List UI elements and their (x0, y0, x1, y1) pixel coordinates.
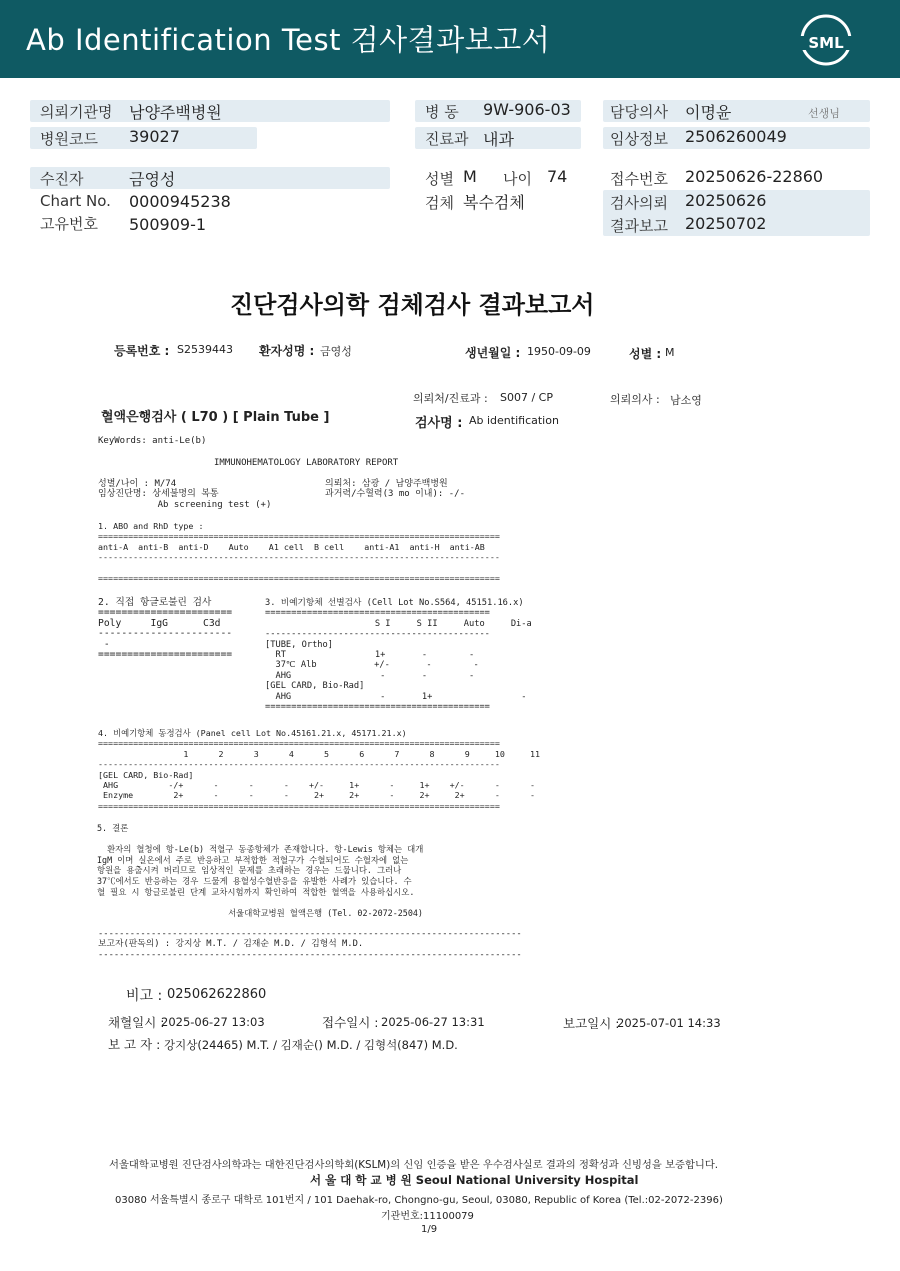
exam-name-label: 검사명 : (415, 416, 463, 431)
doctor-label: 담당의사 (610, 103, 668, 121)
logo-text: SML (808, 34, 844, 52)
header-title: Ab Identification Test 검사결과보고서 (26, 23, 551, 57)
receipt-label: 접수번호 (610, 170, 668, 188)
specimen-value: 복수검체 (463, 193, 525, 212)
name-value: 금영성 (320, 345, 352, 358)
reporter-value: 강지상(24465) M.T. / 김재순() M.D. / 김형석(847) M.D. (164, 1038, 458, 1052)
sml-logo-icon (800, 14, 852, 66)
clinical-value: 2506260049 (685, 127, 787, 146)
footer-institution-code: 기관번호:11100079 (381, 1211, 474, 1222)
sex-label: 성별 (425, 170, 454, 188)
doc-value-report: 남소영 (670, 394, 702, 407)
page-number: 1/9 (421, 1224, 438, 1235)
exam-name-value: Ab identification (469, 414, 559, 427)
clinical-label: 임상정보 (610, 130, 668, 148)
section-screening: 3. 비예기항체 선별검사 (Cell Lot No.S564, 45151.16.x) =========================================== S I S II Auto Di-a ------------------------------------------- [TUBE, Ortho] RT 1+ - - 37℃ Alb +/- - - AHG - - - [GEL CARD, Bio-Rad] AHG - 1+ - =========================================== (265, 598, 532, 713)
dob-value: 1950-09-09 (527, 345, 591, 358)
age-label: 나이 (503, 170, 532, 188)
uid-value: 500909-1 (129, 215, 207, 234)
section-panel: 4. 비예기항체 동정검사 (Panel cell Lot No.45161.21.x, 45171.21.x) ================================================================================ 1 2 3 4 5 6 7 8 9 10 11 -------------------------------------------------------------------------------- [GEL CARD, Bio-Rad] AHG -/+ - - - +/- 1+ - 1+ +/- - - Enzyme 2+ - - - 2+ 2+ - 2+ 2+ - - ================================================================================ (98, 728, 541, 811)
patient-block: 성별/나이 : M/74 임상진단명: 상세불명의 복통 Ab screening test (+) (98, 479, 272, 510)
hosp-code-label: 병원코드 (40, 130, 98, 148)
header-bar (0, 0, 900, 78)
req-date-value: 20250626 (685, 191, 767, 210)
patient-value: 금영성 (129, 170, 176, 189)
dept-value: 내과 (483, 130, 514, 149)
footer-certification: 서울대학교병원 진단검사의학과는 대한진단검사의학회(KSLM)의 신임 인증을 받은 우수검사실로 결과의 정확성과 신빙성을 보증합니다. (109, 1159, 719, 1171)
receive-label: 접수일시 : (322, 1015, 379, 1030)
chart-value: 0000945238 (129, 192, 231, 211)
name-label: 환자성명 : (259, 344, 315, 358)
dept-label: 진료과 (425, 130, 469, 148)
note-value: 025062622860 (167, 987, 267, 1002)
section-conclusion: 5. 결론 환자의 혈청에 항-Le(b) 적혈구 동종항체가 존재합니다. 항-Lewis 항체는 대개 IgM 이며 실온에서 주로 반응하고 부적합한 적혈구가 수혈되어도 수혈자에 없는 항원을 용출시켜 버리므로 임상적인 문제를 초래하는 경우는 드뭅니다. 그러나 37℃에서도 반응하는 경우 드물게 용혈성수혈반응을 유발한 사례가 있습니다. 수 혈 필요 시 항글로불린 단계 교차시험까지 확인하여 적합한 혈액을 사용하십시오. 서울대학교병원 혈액은행 (Tel. 02-2072-2504) (97, 823, 424, 918)
sex-value: M (463, 167, 477, 186)
report-title: 진단검사의학 검체검사 결과보고서 (230, 291, 595, 319)
age-value: 74 (547, 167, 568, 186)
note-label: 비고 : (126, 988, 163, 1004)
receive-value: 2025-06-27 13:31 (381, 1015, 485, 1029)
uid-label: 고유번호 (40, 215, 98, 233)
report-value: 20250702 (685, 214, 767, 233)
section-abo: 1. ABO and RhD type : ================================================================================ anti-A anti-B anti-D Auto A1 cell B cell anti-A1 anti-H anti-AB -------------------------------------------------------------------------------- ================================================================================ (98, 521, 500, 584)
exam-title: 혈액은행검사 ( L70 ) [ Plain Tube ] (101, 410, 330, 425)
reg-label: 등록번호 : (114, 344, 170, 358)
dob-label: 생년월일 : (465, 346, 521, 360)
report-label: 결과보고 (610, 217, 668, 235)
reporters-block: -------------------------------------------------------------------------------- 보고자(판독의) : 강지상 M.T. / 김재순 M.D. / 김형석 M.D. -------------------------------------------------------------------------------- (98, 929, 522, 960)
referral-block: 의뢰처: 삼광 / 남양주백병원 과거력/수혈력(3 mo 이내): -/- (325, 479, 465, 500)
patient-label: 수진자 (40, 170, 84, 188)
doctor-suffix: 선생님 (808, 107, 840, 120)
req-date-label: 검사의뢰 (610, 194, 668, 212)
footer-hospital-name: 서 울 대 학 교 병 원 Seoul National University Hospital (310, 1173, 639, 1187)
report-dt-label: 보고일시 : (563, 1016, 620, 1031)
keywords: KeyWords: anti-Le(b) (98, 436, 207, 446)
doc-label-report: 의뢰의사 : (610, 393, 660, 406)
sex-label-report: 성별 : (629, 347, 662, 361)
sex-value-report: M (665, 346, 675, 359)
collect-label: 채혈일시 : (108, 1015, 165, 1030)
lab-report-title: IMMUNOHEMATOLOGY LABORATORY REPORT (214, 458, 399, 468)
specimen-label: 검체 (425, 194, 454, 212)
hosp-code-value: 39027 (129, 127, 180, 146)
ward-label: 병 동 (425, 103, 459, 121)
dept-label-report: 의뢰처/진료과 : (413, 392, 488, 405)
req-inst-value: 남양주백병원 (129, 103, 222, 122)
footer-address: 03080 서울특별시 종로구 대학로 101번지 / 101 Daehak-ro, Chongno-gu, Seoul, 03080, Republic of Korea (Tel.:02-2072-2396) (115, 1195, 723, 1206)
info-box-patient (30, 167, 390, 189)
receipt-value: 20250626-22860 (685, 167, 824, 186)
chart-label: Chart No. (40, 192, 111, 210)
section-dat: 2. 직접 항글로불린 검사 ======================= Poly IgG C3d ----------------------- - ======================= (98, 597, 233, 661)
ward-value: 9W-906-03 (483, 100, 571, 119)
req-inst-label: 의뢰기관명 (40, 103, 113, 121)
doctor-value: 이명윤 (685, 103, 732, 122)
dept-value-report: S007 / CP (500, 391, 553, 404)
collect-value: 2025-06-27 13:03 (161, 1015, 265, 1029)
reg-value: S2539443 (177, 343, 233, 356)
report-dt-value: 2025-07-01 14:33 (617, 1016, 721, 1030)
reporter-label: 보 고 자 : (108, 1037, 161, 1052)
